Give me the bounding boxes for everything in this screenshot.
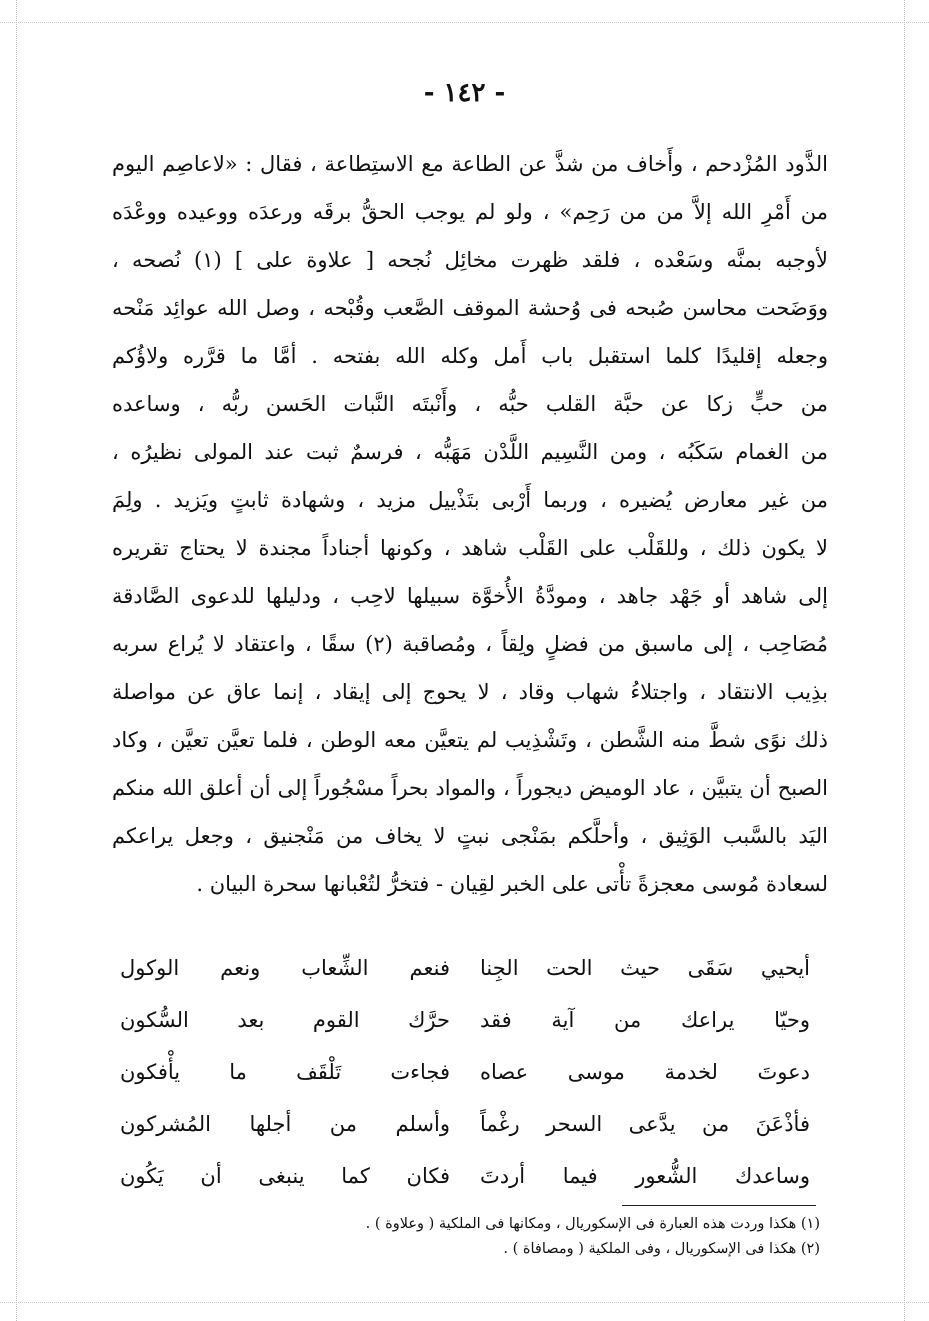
verse-first-hemistich: أيحيي سَقَى حيث الحت الجِنا (480, 956, 810, 980)
page-number: - ١٤٢ - (423, 78, 506, 108)
footnote-divider (622, 1205, 816, 1206)
verse-second-hemistich: فنعم الشِّعاب ونعم الوكول (120, 956, 450, 980)
text-line: من حبٍّ زكا عن حبَّة القلب حبُّه ، وأَنْبتَه النَّبات الحَسن ربُّه ، وساعده (112, 392, 828, 416)
crop-guide-top (0, 22, 929, 23)
verse-first-hemistich: فأذْعَنَ من يدَّعى السحر رغْماً (480, 1112, 810, 1136)
poem-verse (120, 1098, 810, 1150)
poem-verse (120, 942, 810, 994)
poem-verse (120, 1046, 810, 1098)
text-line: من غير معارض يُضيره ، وربما أَرْبى بتَذْييل مزيد ، وشهادة ثابتٍ ويَزيد . ولِمَ (112, 488, 828, 512)
poem-verse (120, 994, 810, 1046)
verse-second-hemistich: فكان كما ينبغى أن يَكُون (120, 1164, 450, 1188)
text-line: لا يكون ذلك ، وللقَلْب على القَلْب شاهد ، وكونها أجناداً مجندة لا يحتاج تقريره (112, 536, 828, 560)
footnote-1: (١) هكذا وردت هذه العبارة فى الإسكوريال ، ومكانها فى الملكية ( وعلاوة ) . (365, 1216, 820, 1232)
verse-first-hemistich: دعوتَ لخدمة موسى عصاه (480, 1060, 810, 1084)
text-line: ذلك نوًى شطَّ منه الشَّطن ، وتَشْذِيب لم يتعيَّن معه الوطن ، فلما تعيَّن تعيَّن ، وكاد (112, 728, 828, 752)
text-line: إلى شاهد أو جَهْد جاهد ، ومودَّةُ الأُخوَّة سبيلها لاحِب ، ودليلها للدعوى الصَّادقة (112, 584, 828, 608)
verse-first-hemistich: وحيّا يراعك من آية فقد (480, 1008, 810, 1032)
text-line: الذَّود المُزْدحم ، وأَخاف من شذَّ عن الطاعة مع الاستِطاعة ، فقال : «لاعاصِم اليوم (112, 152, 828, 176)
verse-first-hemistich: وساعدك الشُّعور فيما أردتَ (480, 1164, 810, 1188)
text-line: مُصَاحِب ، إلى ماسبق من فضلٍ ولِقاً ، ومُصاقبة (٢) سقًا ، واعتقاد لا يُراع سربه (112, 632, 828, 656)
verse-second-hemistich: حرَّك القوم بعد السُّكون (120, 1008, 450, 1032)
poem-verse (120, 1150, 810, 1202)
text-line: من أَمْرِ الله إلاَّ من من رَحِم» ، ولو لم يوجب الحقُّ برقَه ورعدَه ووعيده ووعْدَه (112, 200, 828, 224)
text-line: الصبح أن يتبيَّن ، عاد الوميض ديجوراً ، والمواد بحراً مسْجُوراً إلى أن أعلق الله منكم (112, 776, 828, 800)
verse-second-hemistich: وأسلم من أجلها المُشركون (120, 1112, 450, 1136)
crop-guide-bottom (0, 1302, 929, 1303)
text-line: ووَضَحت محاسن صُبحه فى وُحشة الموقف الصَّعب وقُبْحه ، وصل الله عوائِد مَنْحه (112, 296, 828, 320)
text-line: اليَد بالسَّبب الوَثِيق ، وأحلَّكم بمَنْجى نبتٍ لا يخاف من مَنْجنيق ، وجعل يراعكم (112, 824, 828, 848)
text-line: وجعله إقليدًا كلما استقبل باب أَمل وكله الله بفتحه . أمَّا ما قرَّره ولاؤُكم (112, 344, 828, 368)
verse-second-hemistich: فجاءت تَلْقَف ما يأْفكون (120, 1060, 450, 1084)
main-paragraph (112, 140, 828, 908)
text-line: لسعادة مُوسى معجزةً تأْتى على الخبر لقِيان - فتخرُّ لتُعْبانها سحرة البيان . (196, 872, 828, 896)
text-line: بذِيب الانتقاد ، واجتلاءُ شهاب وقاد ، لا يحوج إلى إيقاد ، إنما عاق عن مواصلة (112, 680, 828, 704)
crop-guide-right (904, 0, 905, 1321)
text-line: لأوجبه بمنَّه وسَعْده ، فلقد ظهرت مخائِل نُجحه [ علاوة على ] (١) نُصحه ، (112, 248, 828, 272)
poem (120, 942, 810, 1202)
crop-guide-left (16, 0, 17, 1321)
text-line: من الغمام سَكَبُه ، ومن النَّسِيم اللَّدْن مَهَبُّه ، فرسمٌ ثبت عند المولى نظيرُه ، (112, 440, 828, 464)
footnote-2: (٢) هكذا فى الإسكوريال ، وفى الملكية ( ومصافاة ) . (503, 1241, 820, 1257)
footnotes (300, 1212, 820, 1262)
